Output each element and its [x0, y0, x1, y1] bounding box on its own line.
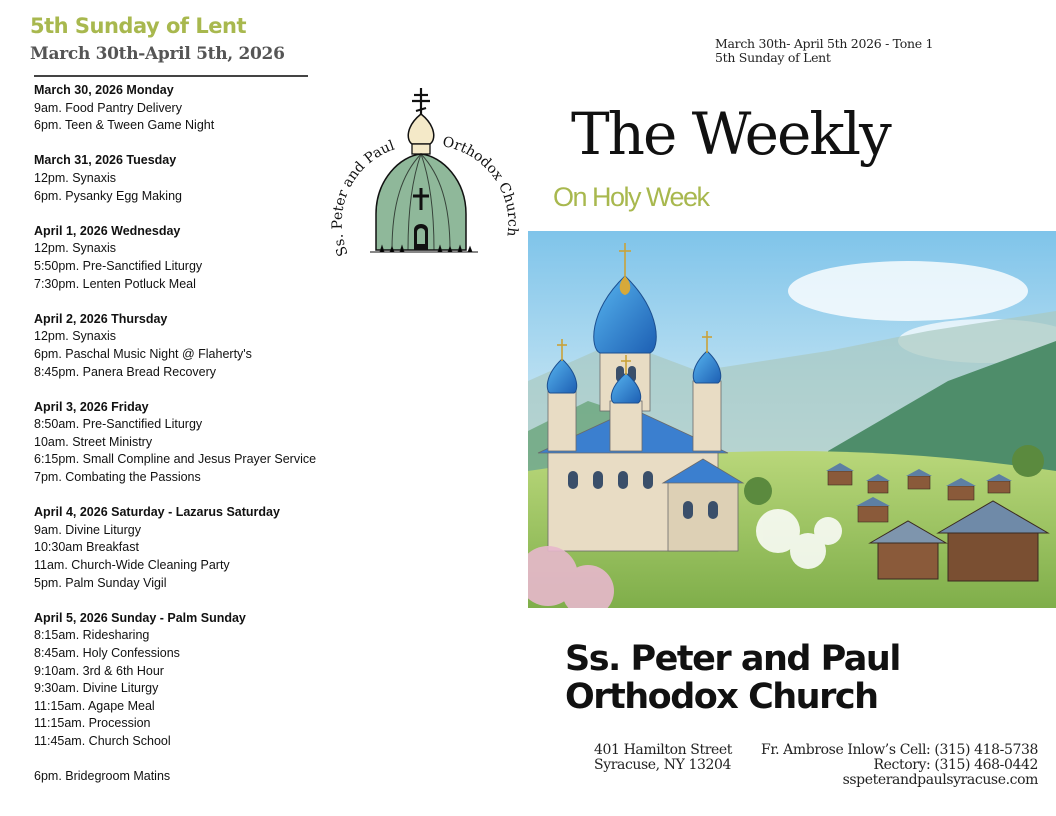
schedule-day-heading: March 30, 2026 Monday [34, 83, 174, 97]
church-name-line1: Ss. Peter and Paul [565, 639, 900, 679]
schedule-day [34, 504, 354, 592]
lent-title: 5th Sunday of Lent [30, 14, 246, 38]
schedule-event [34, 751, 354, 769]
address-street: 401 Hamilton Street [594, 742, 732, 758]
schedule-event: 12pm. Synaxis [34, 170, 116, 185]
logo-text-right: Orthodox Church [441, 134, 520, 238]
schedule-event: 7:30pm. Lenten Potluck Meal [34, 276, 196, 291]
schedule-day-heading: April 4, 2026 Saturday - Lazarus Saturday [34, 505, 280, 520]
schedule-event: 5pm. Palm Sunday Vigil [34, 575, 167, 590]
schedule-day [34, 223, 354, 293]
schedule-day-heading: March 31, 2026 Tuesday [34, 153, 177, 168]
schedule-event: 8:45pm. Panera Bread Recovery [34, 364, 217, 379]
church-logo [330, 84, 520, 264]
schedule-day [34, 399, 354, 487]
schedule-event: 6pm. Pysanky Egg Making [34, 188, 182, 203]
schedule-day [34, 82, 354, 135]
schedule-day-heading: April 2, 2026 Thursday [34, 311, 168, 326]
schedule-event: 8:15am. Ridesharing [34, 628, 150, 643]
schedule-event: 6pm. Bridegroom Matins [34, 769, 171, 784]
schedule-day [34, 152, 354, 205]
schedule-day-heading: April 3, 2026 Friday [34, 399, 149, 414]
priest-cell-phone: Fr. Ambrose Inlow’s Cell: (315) 418-5738 [761, 742, 1038, 758]
schedule-event: 8:45am. Holy Confessions [34, 646, 180, 660]
church-painting [528, 231, 1056, 608]
divider [34, 75, 308, 77]
schedule-event: 9:30am. Divine Liturgy [34, 681, 159, 696]
schedule-day [34, 311, 354, 381]
schedule-event: 5:50pm. Pre-Sanctified Liturgy [34, 258, 203, 273]
schedule-event: 11:15am. Procession [34, 716, 151, 731]
schedule-event: 6pm. Teen & Tween Game Night [34, 118, 215, 133]
church-landscape-image [528, 231, 1056, 608]
schedule-event: 9:10am. 3rd & 6th Hour [34, 663, 164, 678]
schedule-day-heading: April 5, 2026 Sunday - Palm Sunday [34, 610, 246, 625]
schedule-event: 10am. Street Ministry [34, 434, 153, 449]
newsletter-title: The Weekly [571, 100, 890, 168]
schedule-event: 11:45am. Church School [34, 733, 171, 748]
newsletter-subtitle: On Holy Week [553, 182, 709, 212]
website-link[interactable]: sspeterandpaulsyracuse.com [842, 772, 1038, 788]
schedule-event: 9am. Divine Liturgy [34, 522, 141, 537]
schedule-event: 10:30am Breakfast [34, 540, 139, 555]
church-name-line2: Orthodox Church [565, 677, 878, 717]
logo-text-left: Ss. Peter and Paul [330, 137, 397, 259]
schedule-event: 7pm. Combating the Passions [34, 470, 201, 485]
schedule-event: 6:15pm. Small Compline and Jesus Prayer Service [34, 452, 317, 467]
weekly-schedule [34, 82, 354, 803]
schedule-event: 9am. Food Pantry Delivery [34, 100, 182, 115]
address-city: Syracuse, NY 13204 [594, 757, 732, 773]
schedule-event: 11am. Church-Wide Cleaning Party [34, 558, 230, 573]
contact-info [761, 743, 1038, 788]
schedule-day-heading: April 1, 2026 Wednesday [34, 223, 181, 238]
church-dome-icon [330, 84, 520, 264]
schedule-day [34, 610, 354, 786]
schedule-event: 6pm. Paschal Music Night @ Flaherty's [34, 346, 252, 361]
schedule-event: 8:50am. Pre-Sanctified Liturgy [34, 417, 203, 432]
schedule-event: 12pm. Synaxis [34, 241, 116, 256]
week-dates-tone: March 30th- April 5th 2026 - Tone 1 [715, 36, 934, 51]
schedule-event: 12pm. Synaxis [34, 329, 116, 344]
church-name [565, 640, 900, 716]
church-address [594, 743, 732, 773]
rectory-phone: Rectory: (315) 468-0442 [873, 757, 1038, 773]
week-sunday-name: 5th Sunday of Lent [715, 50, 831, 65]
schedule-event: 11:15am. Agape Meal [34, 698, 155, 713]
lent-dates: March 30th-April 5th, 2026 [30, 44, 285, 64]
week-info [715, 37, 933, 65]
